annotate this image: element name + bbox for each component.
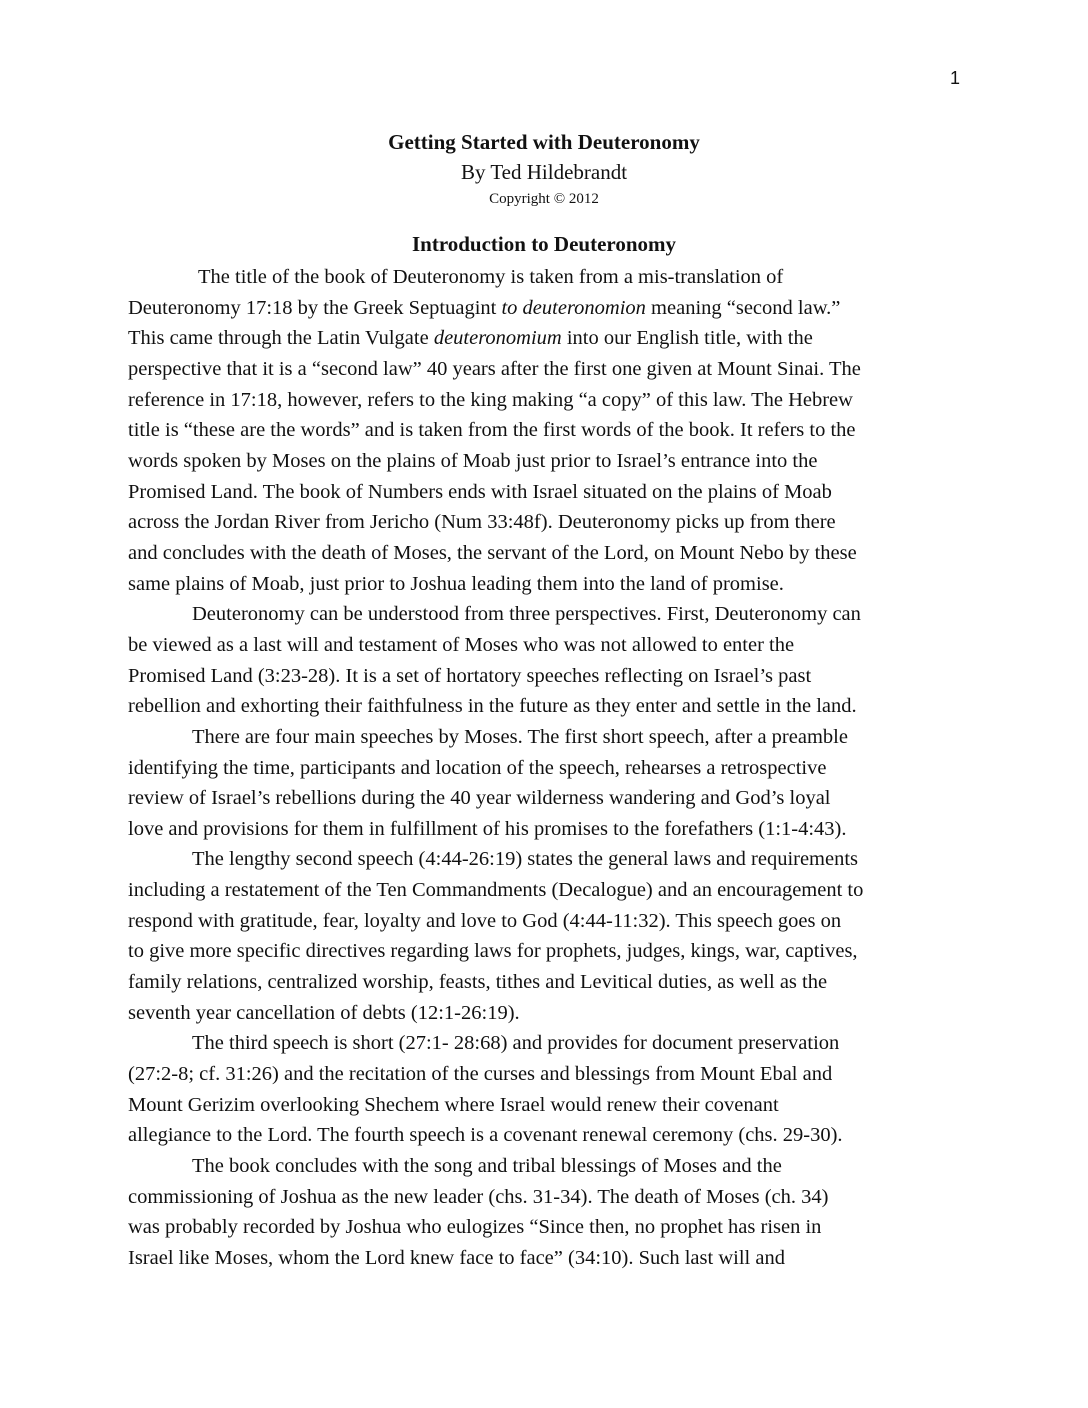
- page-number: 1: [949, 68, 960, 88]
- italic-term: to deuteronomion: [501, 296, 646, 319]
- text-line: review of Israel’s rebellions during the 40 year wilderness wandering and God’s loyal: [128, 787, 831, 810]
- text-line: love and provisions for them in fulfillment of his promises to the forefathers (1:1-4:43).: [128, 817, 847, 840]
- text-line: Promised Land (3:23-28). It is a set of hortatory speeches reflecting on Israel’s past: [128, 664, 812, 687]
- text-line: Mount Gerizim overlooking Shechem where Israel would renew their covenant: [128, 1093, 779, 1116]
- text-line: commissioning of Joshua as the new leader (chs. 31-34). The death of Moses (ch. 34): [128, 1185, 829, 1208]
- copyright-notice: Copyright © 2012: [489, 191, 599, 207]
- text-line: The title of the book of Deuteronomy is taken from a mis-translation of: [198, 266, 784, 288]
- text-line: be viewed as a last will and testament of Moses who was not allowed to enter the: [128, 633, 795, 656]
- italic-term: deuteronomium: [433, 327, 562, 350]
- text-line: The lengthy second speech (4:44-26:19) states the general laws and requirements: [192, 848, 859, 871]
- text-line: allegiance to the Lord. The fourth speech is a covenant renewal ceremony (chs. 29-30).: [128, 1124, 843, 1147]
- author-byline: By Ted Hildebrandt: [460, 160, 628, 184]
- text-line: and concludes with the death of Moses, the servant of the Lord, on Mount Nebo by these: [128, 541, 857, 564]
- text-line: [128, 323, 968, 354]
- text-line: was probably recorded by Joshua who eulogizes “Since then, no prophet has risen in: [128, 1216, 822, 1239]
- text-run: into our English title, with the: [561, 327, 813, 350]
- text-line: across the Jordan River from Jericho (Num 33:48f). Deuteronomy picks up from there: [128, 511, 836, 534]
- text-line: respond with gratitude, fear, loyalty and love to God (4:44-11:32). This speech goes on: [128, 909, 842, 932]
- document-title: Getting Started with Deuteronomy: [388, 130, 700, 154]
- text-run: meaning “second law.”: [645, 296, 841, 319]
- text-run: This came through the Latin Vulgate: [128, 327, 434, 350]
- text-line: The book concludes with the song and tribal blessings of Moses and the: [192, 1155, 782, 1178]
- text-line: including a restatement of the Ten Commandments (Decalogue) and an encouragement to: [128, 879, 864, 902]
- text-line: title is “these are the words” and is taken from the first words of the book. It refers to the: [128, 419, 856, 442]
- text-line: Promised Land. The book of Numbers ends with Israel situated on the plains of Moab: [128, 480, 832, 503]
- text-line: There are four main speeches by Moses. The first short speech, after a preamble: [192, 725, 848, 748]
- text-line: Israel like Moses, whom the Lord knew face to face” (34:10). Such last will and: [128, 1247, 785, 1269]
- text-line: perspective that it is a “second law” 40 years after the first one given at Mount Sinai. The: [128, 357, 861, 380]
- text-line: seventh year cancellation of debts (12:1-26:19).: [128, 1001, 520, 1024]
- text-line: reference in 17:18, however, refers to the king making “a copy” of this law. The Hebrew: [128, 388, 853, 411]
- body-text: [128, 262, 968, 1274]
- text-line: family relations, centralized worship, feasts, tithes and Levitical duties, as well as the: [128, 971, 828, 994]
- text-line: Deuteronomy can be understood from three perspectives. First, Deuteronomy can: [192, 603, 861, 626]
- text-line: (27:2-8; cf. 31:26) and the recitation of the curses and blessings from Mount Ebal and: [128, 1063, 833, 1086]
- text-line: [128, 293, 968, 324]
- text-line: same plains of Moab, just prior to Joshua leading them into the land of promise.: [128, 572, 784, 595]
- text-line: to give more specific directives regarding laws for prophets, judges, kings, war, captives,: [128, 940, 858, 963]
- text-run: Deuteronomy 17:18 by the Greek Septuagint: [128, 296, 502, 319]
- text-line: words spoken by Moses on the plains of Moab just prior to Israel’s entrance into the: [128, 449, 818, 472]
- text-line: identifying the time, participants and location of the speech, rehearses a retrospective: [128, 756, 827, 779]
- text-line: The third speech is short (27:1- 28:68) and provides for document preservation: [192, 1032, 840, 1055]
- text-line: rebellion and exhorting their faithfulness in the future as they enter and settle in the land.: [128, 695, 857, 718]
- section-heading: Introduction to Deuteronomy: [411, 232, 677, 256]
